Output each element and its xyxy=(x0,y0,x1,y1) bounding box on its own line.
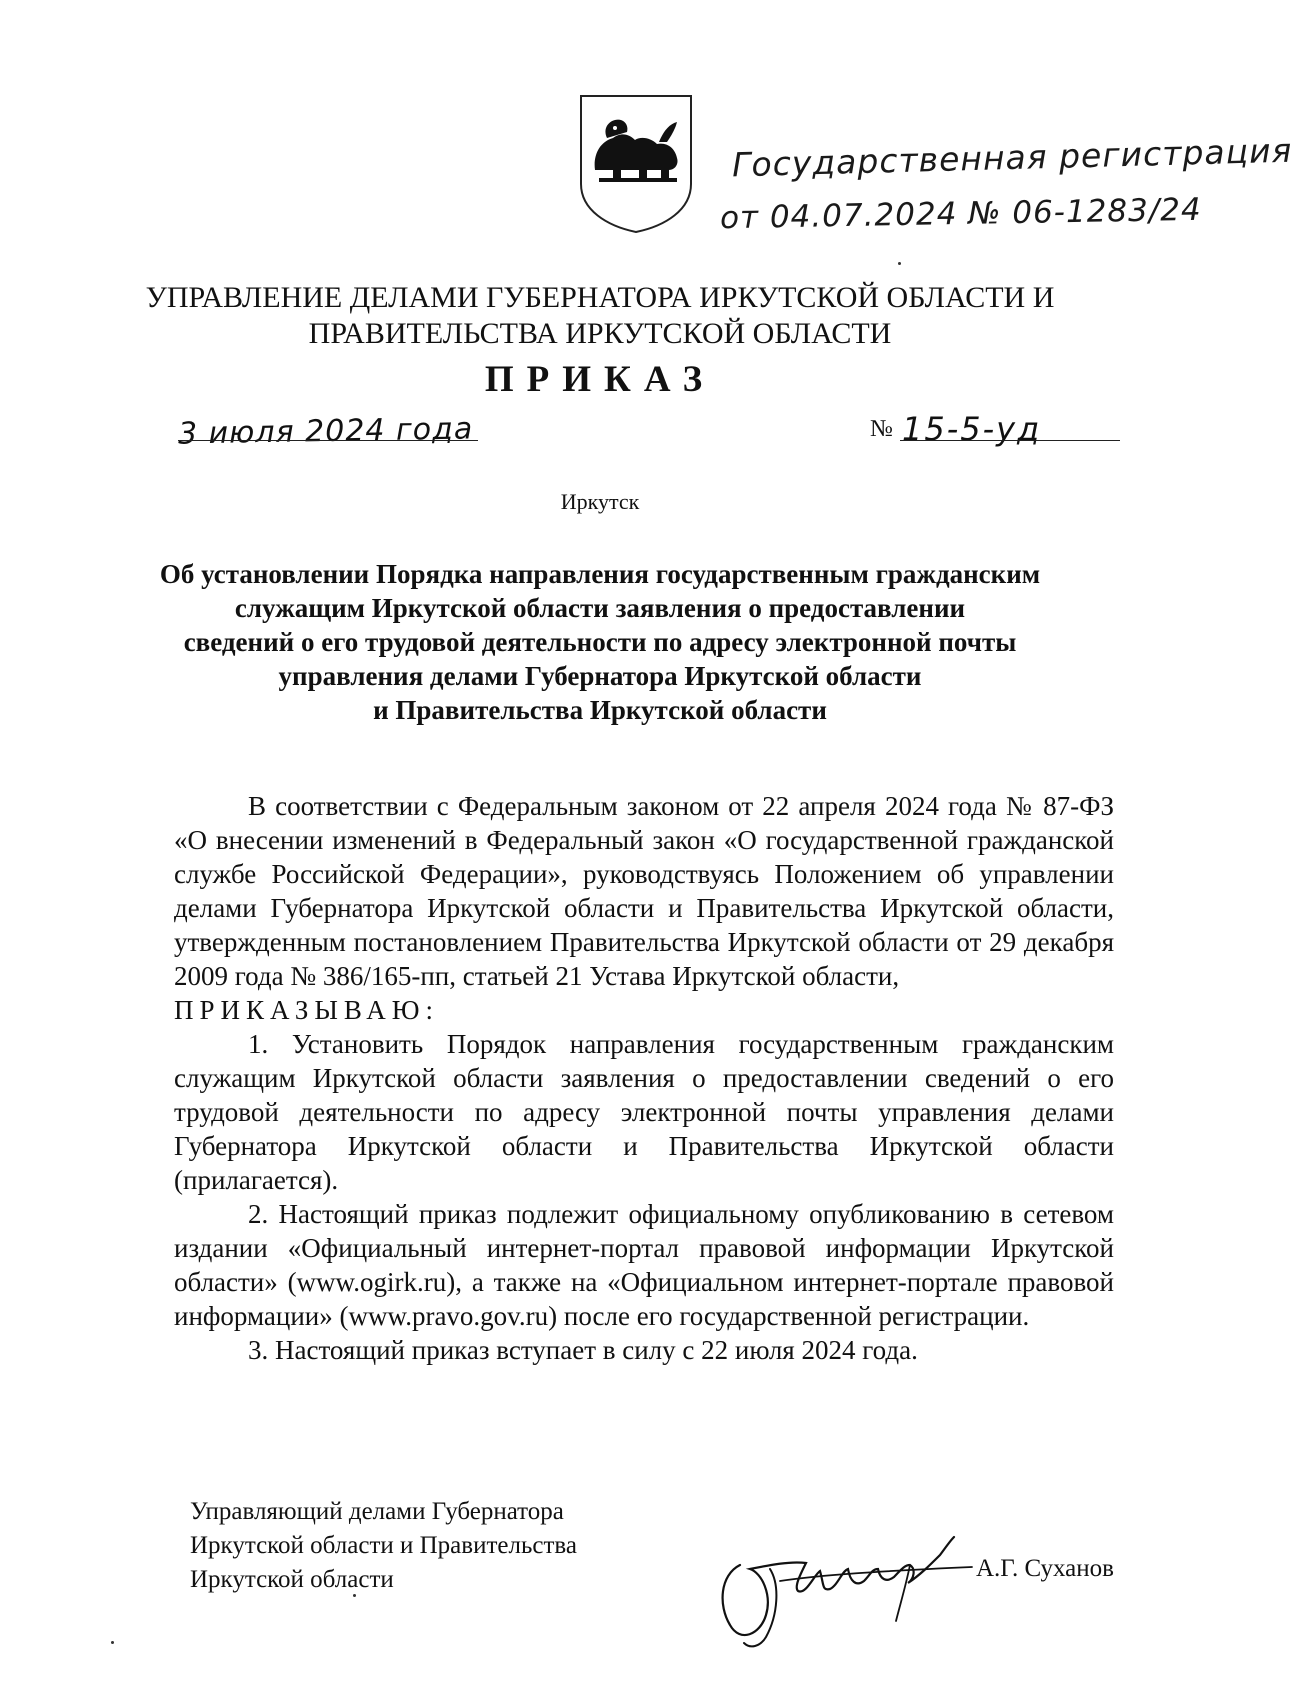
document-date: 3 июля 2024 года xyxy=(177,411,474,452)
scan-speck xyxy=(898,262,901,265)
signatory-name: А.Г. Суханов xyxy=(976,1555,1114,1582)
number-underline xyxy=(900,440,1120,441)
preamble-paragraph: В соответствии с Федеральным законом от 22 апреля 2024 года № 87-ФЗ «О внесении изменений в Федеральный закон «О государственной гражданской службе Российской Федерации», руководствуясь Положением об управлении делами Губернатора Иркутской области и Правительства Иркутской области, утвержденным постановлением Правительства Иркутской области от 29 декабря 2009 года № 386/165-пп, статьей 21 Устава Иркутской области, xyxy=(174,791,1114,991)
number-label: № xyxy=(870,416,893,442)
document-number: 15-5-уд xyxy=(902,410,1042,448)
handwritten-signature xyxy=(710,1525,980,1655)
coat-of-arms-emblem xyxy=(577,92,695,234)
registration-note-line1: Государственная регистрация xyxy=(731,130,1293,185)
date-underline xyxy=(178,440,478,441)
signatory-title-line2: Иркутской области и Правительства xyxy=(190,1532,577,1559)
organization-name xyxy=(0,280,1200,352)
signatory-title-line3: Иркутской области xyxy=(190,1566,394,1593)
document-title: ПРИКАЗ xyxy=(484,359,716,400)
order-item-1: 1. Установить Порядок направления государственным гражданским служащим Иркутской области заявления о предоставлении сведений о его трудовой деятельности по адресу электронной почты управления делами Губернатора Иркутской области и Правительства Иркутской области (прилагается). xyxy=(174,1029,1114,1195)
order-item-3: 3. Настоящий приказ вступает в силу с 22 июля 2024 года. xyxy=(248,1335,918,1365)
organization-line1: УПРАВЛЕНИЕ ДЕЛАМИ ГУБЕРНАТОРА ИРКУТСКОЙ ОБЛАСТИ И xyxy=(145,281,1055,314)
organization-line2: ПРАВИТЕЛЬСТВА ИРКУТСКОЙ ОБЛАСТИ xyxy=(308,317,892,350)
signatory-title xyxy=(190,1495,577,1597)
registration-note-line2: от 04.07.2024 № 06-1283/24 xyxy=(719,191,1203,237)
city-name: Иркутск xyxy=(560,489,640,514)
document-body xyxy=(174,789,1114,1367)
heading-line2: служащим Иркутской области заявления о предоставлении xyxy=(234,593,966,623)
signatory-title-line1: Управляющий делами Губернатора xyxy=(190,1498,564,1525)
scan-speck xyxy=(111,1641,114,1644)
scan-speck xyxy=(353,1594,356,1597)
heading-line1: Об установлении Порядка направления государственным гражданским xyxy=(159,559,1041,589)
heading-line4: управления делами Губернатора Иркутской области xyxy=(278,661,922,691)
document-heading xyxy=(0,557,1200,727)
heading-line3: сведений о его трудовой деятельности по адресу электронной почты xyxy=(183,627,1017,657)
order-word: ПРИКАЗЫВАЮ: xyxy=(174,995,439,1025)
heading-line5: и Правительства Иркутской области xyxy=(373,695,827,725)
order-item-2: 2. Настоящий приказ подлежит официальному опубликованию в сетевом издании «Официальный интернет-портал правовой информации Иркутской области» (www.ogirk.ru), а также на «Официальном интернет-портале правовой информации» (www.pravo.gov.ru) после его государственной регистрации. xyxy=(174,1199,1114,1331)
